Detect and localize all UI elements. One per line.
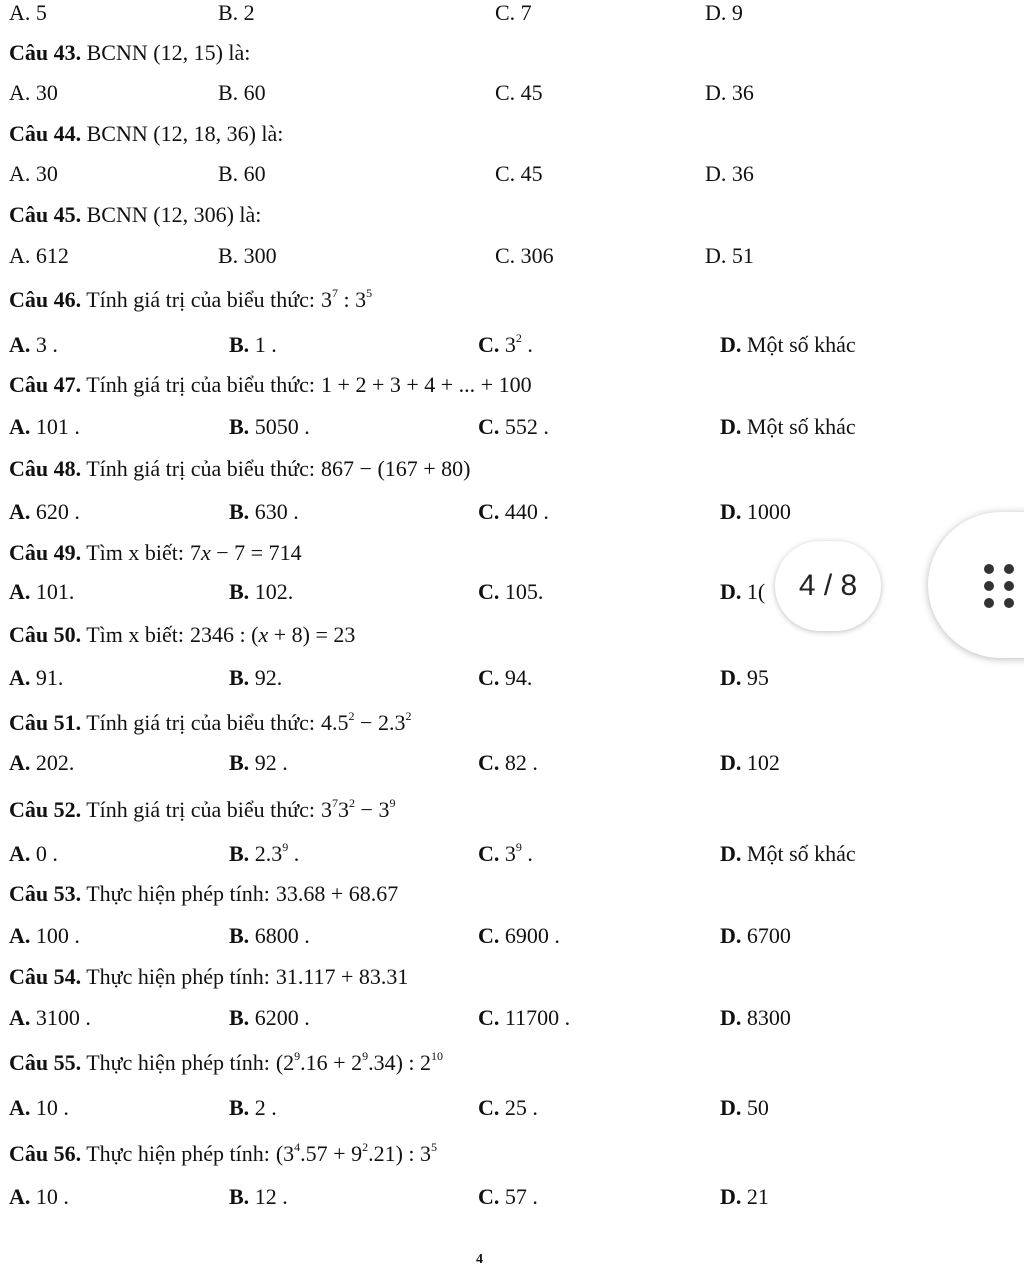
option-d	[720, 1180, 769, 1214]
option-b	[229, 661, 282, 695]
option-c	[478, 328, 533, 362]
option-value: 6900 .	[499, 923, 560, 948]
math-expression: 867 − (167 + 80)	[321, 456, 471, 481]
question-text: BCNN (12, 15) là:	[81, 40, 251, 65]
option-value: 1(	[741, 579, 766, 604]
option-letter: C.	[478, 579, 500, 604]
option-value: 202.	[30, 750, 75, 775]
option-value: 25 .	[499, 1095, 538, 1120]
option-a: A. 30	[9, 161, 58, 186]
option-value: 94.	[499, 665, 533, 690]
option-b	[229, 1001, 310, 1035]
question-text: BCNN (12, 306) là:	[81, 202, 262, 227]
option-c	[478, 495, 549, 529]
option-letter: A.	[9, 750, 31, 775]
option-value: Một số khác	[741, 332, 856, 357]
option-value: 100 .	[30, 923, 80, 948]
option-value: 1000	[741, 499, 791, 524]
question-text: Thực hiện phép tính:	[81, 1141, 270, 1166]
option-letter: C.	[478, 1184, 500, 1209]
answer-row	[0, 1091, 1024, 1125]
option-b	[229, 495, 299, 529]
option-value: 12 .	[249, 1184, 288, 1209]
question-label: Câu 46.	[9, 287, 82, 312]
option-b	[229, 837, 299, 871]
option-b	[229, 328, 277, 362]
answer-row	[0, 1001, 1024, 1035]
option-a: A. 30	[9, 80, 58, 105]
option-d	[720, 328, 856, 362]
math-expression: 1 + 2 + 3 + 4 + ... + 100	[321, 372, 532, 397]
math-expression: 7x − 7 = 714	[190, 540, 302, 565]
option-value: 2 .	[249, 1095, 277, 1120]
option-b: B. 60	[218, 80, 266, 105]
option-b	[229, 919, 310, 953]
option-a	[9, 410, 80, 444]
question-52	[0, 793, 1024, 827]
option-a	[9, 328, 58, 362]
option-letter: C.	[478, 1005, 500, 1030]
option-c	[478, 746, 538, 780]
option-value: 102	[741, 750, 780, 775]
question-47	[0, 368, 1024, 402]
option-b	[229, 1091, 277, 1125]
option-letter: B.	[229, 1005, 250, 1030]
option-b: B. 300	[218, 243, 277, 268]
answer-row	[0, 837, 1024, 871]
option-letter: D.	[720, 665, 742, 690]
option-a	[9, 575, 74, 609]
question-text: Thực hiện phép tính:	[81, 881, 270, 906]
answer-row	[0, 0, 1024, 30]
option-letter: D.	[720, 414, 742, 439]
option-value: 620 .	[30, 499, 80, 524]
option-d	[720, 746, 780, 780]
question-label: Câu 48.	[9, 456, 82, 481]
option-value: 10 .	[30, 1184, 69, 1209]
option-value: 21	[741, 1184, 769, 1209]
option-d	[720, 495, 791, 529]
option-value: 0 .	[30, 841, 58, 866]
question-label: Câu 50.	[9, 622, 82, 647]
question-46	[0, 283, 1024, 317]
option-letter: B.	[229, 414, 250, 439]
question-label: Câu 53.	[9, 881, 82, 906]
question-text: Tính giá trị của biểu thức:	[81, 287, 316, 312]
option-letter: C.	[478, 923, 500, 948]
page-indicator[interactable]: 4 / 8	[775, 541, 881, 631]
option-letter: B.	[229, 841, 250, 866]
option-letter: C.	[478, 499, 500, 524]
option-d: D. 51	[705, 243, 754, 268]
option-b: B. 2	[218, 0, 255, 25]
question-text: Tính giá trị của biểu thức:	[81, 456, 316, 481]
option-value: Một số khác	[741, 841, 856, 866]
option-letter: A.	[9, 841, 31, 866]
question-43	[0, 36, 1024, 70]
question-label: Câu 44.	[9, 121, 82, 146]
option-value: 102.	[249, 579, 294, 604]
option-value: 57 .	[499, 1184, 538, 1209]
question-label: Câu 54.	[9, 964, 82, 989]
option-value: 92 .	[249, 750, 288, 775]
question-51	[0, 706, 1024, 740]
answer-row	[0, 495, 1024, 529]
question-text: BCNN (12, 18, 36) là:	[81, 121, 284, 146]
question-56	[0, 1137, 1024, 1171]
answer-row	[0, 157, 1024, 191]
math-expression: 2346 : (x + 8) = 23	[190, 622, 356, 647]
option-c: C. 7	[495, 0, 532, 25]
option-c	[478, 410, 549, 444]
option-c	[478, 661, 532, 695]
option-d: D. 36	[705, 80, 754, 105]
answer-row	[0, 328, 1024, 362]
option-value: 1 .	[249, 332, 277, 357]
option-letter: D.	[720, 1095, 742, 1120]
option-value: 440 .	[499, 499, 549, 524]
question-50	[0, 618, 1024, 652]
question-text: Thực hiện phép tính:	[81, 1050, 270, 1075]
option-value: 101 .	[30, 414, 80, 439]
option-letter: B.	[229, 665, 250, 690]
option-a	[9, 661, 63, 695]
option-letter: D.	[720, 923, 742, 948]
option-letter: B.	[229, 499, 250, 524]
option-letter: D.	[720, 499, 742, 524]
question-label: Câu 51.	[9, 710, 82, 735]
option-c: C. 45	[495, 161, 543, 186]
option-c	[478, 1001, 570, 1035]
option-c: C. 45	[495, 80, 543, 105]
option-c	[478, 1180, 538, 1214]
option-value: 5050 .	[249, 414, 310, 439]
option-d	[720, 1001, 791, 1035]
option-value: 3100 .	[30, 1005, 91, 1030]
option-a	[9, 919, 80, 953]
option-a: A. 612	[9, 243, 69, 268]
option-value: 630 .	[249, 499, 299, 524]
option-letter: D.	[720, 332, 742, 357]
answer-row	[0, 1180, 1024, 1214]
option-a: A. 5	[9, 0, 47, 25]
answer-row	[0, 239, 1024, 273]
option-letter: A.	[9, 665, 31, 690]
option-value: 91.	[30, 665, 64, 690]
answer-row	[0, 76, 1024, 110]
option-value: 10 .	[30, 1095, 69, 1120]
option-value: 95	[741, 665, 769, 690]
math-expression: $3^7$ : $3^5$	[321, 286, 373, 312]
question-label: Câu 49.	[9, 540, 82, 565]
option-value: 92.	[249, 665, 283, 690]
option-value: 6800 .	[249, 923, 310, 948]
question-48	[0, 452, 1024, 486]
question-text: Tính giá trị của biểu thức:	[81, 710, 316, 735]
option-d	[720, 837, 856, 871]
option-c	[478, 575, 543, 609]
option-b	[229, 1180, 288, 1214]
option-d: D. 9	[705, 0, 743, 25]
option-letter: C.	[478, 665, 500, 690]
option-d	[720, 919, 791, 953]
option-letter: C.	[478, 750, 500, 775]
option-value: 101.	[30, 579, 75, 604]
option-letter: A.	[9, 579, 31, 604]
option-a	[9, 495, 80, 529]
option-letter: B.	[229, 1095, 250, 1120]
option-letter: C.	[478, 1095, 500, 1120]
math-expression: $4.5^2 - 2.3^2$	[321, 709, 412, 735]
math-expression: 33.68 + 68.67	[275, 881, 399, 906]
option-b	[229, 410, 310, 444]
option-value: $3^2$ .	[499, 331, 533, 357]
question-text: Tính giá trị của biểu thức:	[81, 372, 316, 397]
option-letter: D.	[720, 1184, 742, 1209]
option-value: 552 .	[499, 414, 549, 439]
math-expression: $3^73^2 - 3^9$	[321, 796, 396, 822]
option-b: B. 60	[218, 161, 266, 186]
option-value: 11700 .	[499, 1005, 571, 1030]
option-value: 8300	[741, 1005, 791, 1030]
option-letter: A.	[9, 499, 31, 524]
question-label: Câu 55.	[9, 1050, 82, 1075]
option-letter: D.	[720, 750, 742, 775]
question-text: Tìm x biết:	[81, 540, 184, 565]
answer-row	[0, 410, 1024, 444]
option-value: $2.3^9$ .	[249, 840, 300, 866]
option-letter: B.	[229, 750, 250, 775]
option-letter: A.	[9, 1184, 31, 1209]
question-label: Câu 52.	[9, 797, 82, 822]
option-letter: C.	[478, 841, 500, 866]
option-value: 82 .	[499, 750, 538, 775]
option-d	[720, 575, 765, 609]
option-letter: B.	[229, 1184, 250, 1209]
option-letter: A.	[9, 1095, 31, 1120]
question-label: Câu 43.	[9, 40, 82, 65]
option-letter: B.	[229, 923, 250, 948]
question-text: Thực hiện phép tính:	[81, 964, 270, 989]
option-letter: A.	[9, 1005, 31, 1030]
option-a	[9, 1180, 69, 1214]
option-a	[9, 1091, 69, 1125]
option-a	[9, 746, 74, 780]
option-letter: D.	[720, 1005, 742, 1030]
option-letter: C.	[478, 414, 500, 439]
option-letter: D.	[720, 841, 742, 866]
option-b	[229, 746, 288, 780]
question-44	[0, 117, 1024, 151]
option-value: Một số khác	[741, 414, 856, 439]
question-label: Câu 56.	[9, 1141, 82, 1166]
page-number: 4	[476, 1252, 483, 1267]
option-value: 105.	[499, 579, 544, 604]
question-55	[0, 1046, 1024, 1080]
option-value: $3^9$ .	[499, 840, 533, 866]
option-c	[478, 1091, 538, 1125]
option-value: 6200 .	[249, 1005, 310, 1030]
option-letter: B.	[229, 579, 250, 604]
option-value: 3 .	[30, 332, 58, 357]
option-c: C. 306	[495, 243, 554, 268]
option-value: 50	[741, 1095, 769, 1120]
option-letter: C.	[478, 332, 500, 357]
option-a	[9, 837, 58, 871]
option-a	[9, 1001, 91, 1035]
question-label: Câu 47.	[9, 372, 82, 397]
option-d	[720, 1091, 769, 1125]
option-d	[720, 661, 769, 695]
option-letter: A.	[9, 923, 31, 948]
math-expression: $(2^9.16 + 2^9.34)$ : $2^{10}$	[275, 1049, 444, 1075]
question-53	[0, 877, 1024, 911]
answer-row	[0, 746, 1024, 780]
option-d: D. 36	[705, 161, 754, 186]
question-text: Tính giá trị của biểu thức:	[81, 797, 316, 822]
option-c	[478, 919, 560, 953]
answer-row	[0, 661, 1024, 695]
option-d	[720, 410, 856, 444]
question-45	[0, 198, 1024, 232]
question-54	[0, 960, 1024, 994]
option-letter: A.	[9, 332, 31, 357]
option-value: 6700	[741, 923, 791, 948]
math-expression: 31.117 + 83.31	[275, 964, 409, 989]
option-letter: B.	[229, 332, 250, 357]
question-text: Tìm x biết:	[81, 622, 184, 647]
question-label: Câu 45.	[9, 202, 82, 227]
math-expression: $(3^4.57 + 9^2.21)$ : $3^5$	[275, 1140, 438, 1166]
option-letter: D.	[720, 579, 742, 604]
answer-row	[0, 919, 1024, 953]
option-c	[478, 837, 533, 871]
option-b	[229, 575, 293, 609]
option-letter: A.	[9, 414, 31, 439]
